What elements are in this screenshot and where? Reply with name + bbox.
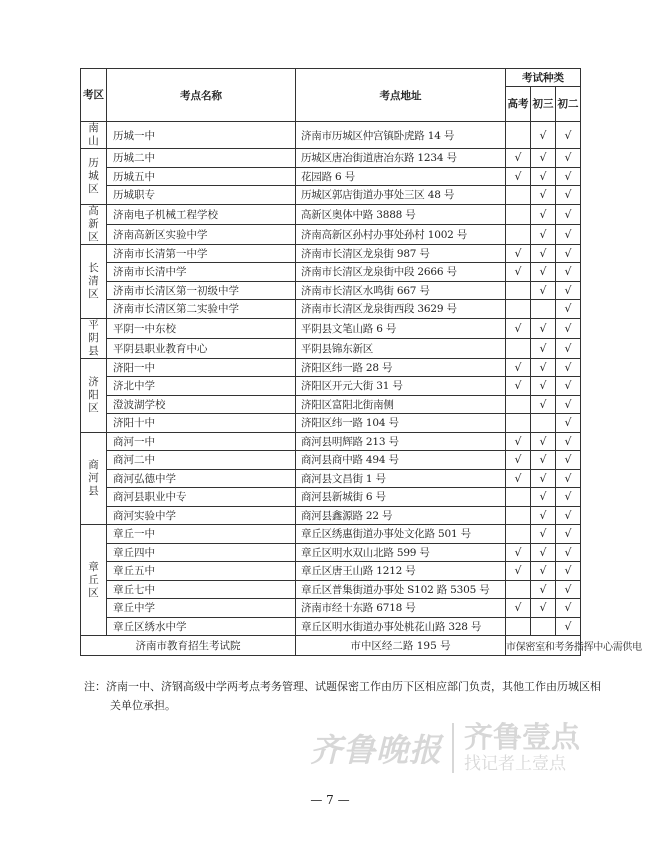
- district-label: 历城区: [88, 156, 99, 195]
- table-row: [81, 395, 581, 414]
- district-cell: [81, 204, 107, 244]
- table-row: [81, 122, 581, 149]
- watermark-slogan: 找记者上壹点: [464, 754, 567, 774]
- site-name: 章丘五中: [107, 562, 296, 581]
- site-address: 章丘区普集街道办事处 S102 路 5305 号: [296, 580, 506, 599]
- mark-grade9: [531, 300, 556, 319]
- site-address: 历城区郭店街道办事处三区 48 号: [296, 186, 506, 205]
- site-name: 商河县职业中专: [107, 488, 296, 507]
- site-address: 济南高新区孙村办事处孙村 1002 号: [296, 224, 506, 244]
- mark-gaokao: [506, 281, 531, 300]
- mark-grade8: √: [556, 525, 581, 544]
- district-cell: [81, 432, 107, 525]
- site-name: 历城五中: [107, 167, 296, 186]
- mark-gaokao: √: [506, 149, 531, 168]
- site-address: 商河县明辉路 213 号: [296, 432, 506, 451]
- site-address: 济阳区开元大街 31 号: [296, 377, 506, 396]
- mark-grade8: √: [556, 186, 581, 205]
- site-name: 章丘一中: [107, 525, 296, 544]
- watermark-brand: 齐鲁壹点: [464, 720, 581, 754]
- footer-address: 市中区经二路 195 号: [296, 636, 506, 656]
- site-name: 济南市长清第一中学: [107, 244, 296, 263]
- mark-grade9: √: [531, 358, 556, 377]
- mark-grade9: [531, 617, 556, 636]
- site-address: 章丘区明水街道办事处桃花山路 328 号: [296, 617, 506, 636]
- mark-gaokao: [506, 122, 531, 149]
- site-name: 济南高新区实验中学: [107, 224, 296, 244]
- mark-gaokao: [506, 580, 531, 599]
- table-row: [81, 562, 581, 581]
- site-address: 章丘区唐王山路 1212 号: [296, 562, 506, 581]
- district-cell: [81, 149, 107, 205]
- mark-grade8: √: [556, 469, 581, 488]
- mark-grade8: √: [556, 318, 581, 338]
- table-row: [81, 186, 581, 205]
- site-name: 平阴县职业教育中心: [107, 338, 296, 358]
- exam-site-table: [80, 68, 642, 656]
- header-district: 考区: [81, 69, 107, 122]
- district-label: 南山: [88, 122, 99, 147]
- mark-grade9: √: [531, 224, 556, 244]
- site-name: 章丘中学: [107, 599, 296, 618]
- table-footer-row: [81, 636, 581, 656]
- site-name: 商河实验中学: [107, 506, 296, 525]
- mark-grade8: √: [556, 149, 581, 168]
- mark-grade8: √: [556, 224, 581, 244]
- mark-gaokao: [506, 395, 531, 414]
- watermark-divider: [452, 723, 454, 773]
- table-row: [81, 358, 581, 377]
- mark-grade8: √: [556, 543, 581, 562]
- mark-grade8: √: [556, 281, 581, 300]
- mark-grade9: √: [531, 432, 556, 451]
- table-row: [81, 377, 581, 396]
- table-row: [81, 300, 581, 319]
- mark-grade8: √: [556, 432, 581, 451]
- mark-gaokao: [506, 617, 531, 636]
- mark-grade8: √: [556, 204, 581, 224]
- table-row: [81, 506, 581, 525]
- mark-gaokao: [506, 488, 531, 507]
- mark-grade9: √: [531, 263, 556, 282]
- table-row: [81, 580, 581, 599]
- table-row: [81, 617, 581, 636]
- table-row: [81, 244, 581, 263]
- mark-gaokao: √: [506, 377, 531, 396]
- footer-remark: 市保密室和考务指挥中心需供电: [506, 636, 581, 656]
- site-name: 济阳一中: [107, 358, 296, 377]
- mark-grade8: √: [556, 506, 581, 525]
- site-address: 济南市历城区仲宫镇卧虎路 14 号: [296, 122, 506, 149]
- site-name: 济北中学: [107, 377, 296, 396]
- table-row: [81, 149, 581, 168]
- district-label: 商河县: [88, 458, 99, 497]
- site-address: 济南市长清区龙泉街西段 3629 号: [296, 300, 506, 319]
- district-cell: [81, 358, 107, 432]
- mark-gaokao: [506, 414, 531, 433]
- site-name: 历城一中: [107, 122, 296, 149]
- mark-grade8: √: [556, 562, 581, 581]
- mark-gaokao: [506, 186, 531, 205]
- district-label: 高新区: [88, 204, 99, 243]
- site-name: 商河一中: [107, 432, 296, 451]
- site-name: 章丘七中: [107, 580, 296, 599]
- site-address: 商河县文昌街 1 号: [296, 469, 506, 488]
- table-row: [81, 263, 581, 282]
- site-name: 历城职专: [107, 186, 296, 205]
- table-row: [81, 224, 581, 244]
- site-address: 济南市长清区水鸣街 667 号: [296, 281, 506, 300]
- subheader-grade9: 初三: [531, 87, 556, 122]
- mark-grade8: √: [556, 451, 581, 470]
- site-name: 章丘区绣水中学: [107, 617, 296, 636]
- district-label: 长清区: [88, 261, 99, 300]
- table-row: [81, 488, 581, 507]
- mark-grade8: √: [556, 122, 581, 149]
- mark-grade9: √: [531, 506, 556, 525]
- header-site-address: 考点地址: [296, 69, 506, 122]
- table-row: [81, 525, 581, 544]
- mark-grade9: √: [531, 580, 556, 599]
- mark-grade9: √: [531, 469, 556, 488]
- district-cell: [81, 244, 107, 318]
- mark-grade9: √: [531, 204, 556, 224]
- site-name: 平阴一中东校: [107, 318, 296, 338]
- site-address: 商河县鑫源路 22 号: [296, 506, 506, 525]
- district-cell: [81, 318, 107, 358]
- site-name: 济南市长清中学: [107, 263, 296, 282]
- mark-grade8: √: [556, 244, 581, 263]
- site-address: 济南市经十东路 6718 号: [296, 599, 506, 618]
- subheader-grade8: 初二: [556, 87, 581, 122]
- mark-grade8: √: [556, 599, 581, 618]
- mark-grade9: √: [531, 186, 556, 205]
- district-cell: [81, 122, 107, 149]
- mark-gaokao: [506, 204, 531, 224]
- table-row: [81, 281, 581, 300]
- table-row: [81, 204, 581, 224]
- mark-grade9: √: [531, 318, 556, 338]
- site-name: 澄波湖学校: [107, 395, 296, 414]
- mark-grade9: √: [531, 149, 556, 168]
- mark-grade8: √: [556, 167, 581, 186]
- mark-grade8: √: [556, 395, 581, 414]
- district-cell: [81, 525, 107, 636]
- mark-grade9: √: [531, 562, 556, 581]
- site-name: 济南市长清区第二实验中学: [107, 300, 296, 319]
- site-address: 济阳区纬一路 104 号: [296, 414, 506, 433]
- mark-gaokao: √: [506, 432, 531, 451]
- table-row: [81, 414, 581, 433]
- mark-grade9: √: [531, 451, 556, 470]
- table-note: 注：济南一中、济钢高级中学两考点考务管理、试题保密工作由历下区相应部门负责，其他工作由历城区相关单位承担。: [84, 680, 601, 712]
- site-address: 济阳区富阳北街南侧: [296, 395, 506, 414]
- mark-grade9: √: [531, 525, 556, 544]
- mark-gaokao: √: [506, 451, 531, 470]
- table-row: [81, 599, 581, 618]
- page-number: — 7 —: [310, 793, 350, 807]
- mark-grade9: √: [531, 599, 556, 618]
- mark-gaokao: √: [506, 167, 531, 186]
- mark-gaokao: [506, 506, 531, 525]
- site-address: 商河县商中路 494 号: [296, 451, 506, 470]
- site-name: 章丘四中: [107, 543, 296, 562]
- site-name: 历城二中: [107, 149, 296, 168]
- header-site-name: 考点名称: [107, 69, 296, 122]
- subheader-gaokao: 高考: [506, 87, 531, 122]
- watermark: [310, 718, 580, 778]
- site-name: 济南市长清区第一初级中学: [107, 281, 296, 300]
- mark-grade9: √: [531, 167, 556, 186]
- mark-grade9: √: [531, 281, 556, 300]
- district-label: 章丘区: [88, 560, 99, 599]
- mark-grade8: √: [556, 338, 581, 358]
- site-address: 济南市长清区龙泉街中段 2666 号: [296, 263, 506, 282]
- header-exam-types: 考试种类: [506, 69, 581, 87]
- mark-grade9: √: [531, 244, 556, 263]
- mark-grade8: √: [556, 488, 581, 507]
- table-row: [81, 451, 581, 470]
- footer-org: 济南市教育招生考试院: [81, 636, 296, 656]
- mark-gaokao: √: [506, 469, 531, 488]
- mark-grade8: √: [556, 300, 581, 319]
- site-address: 平阴县文笔山路 6 号: [296, 318, 506, 338]
- mark-grade8: √: [556, 414, 581, 433]
- site-address: 章丘区绣惠街道办事处文化路 501 号: [296, 525, 506, 544]
- site-address: 平阴县锦东新区: [296, 338, 506, 358]
- mark-grade9: √: [531, 395, 556, 414]
- mark-gaokao: [506, 224, 531, 244]
- district-label: 平阴县: [88, 318, 99, 357]
- site-address: 历城区唐冶街道唐冶东路 1234 号: [296, 149, 506, 168]
- mark-gaokao: √: [506, 562, 531, 581]
- table-body: [81, 122, 581, 636]
- mark-gaokao: √: [506, 358, 531, 377]
- mark-grade8: √: [556, 580, 581, 599]
- mark-gaokao: [506, 525, 531, 544]
- watermark-calligraphy: 齐鲁晚报: [310, 731, 443, 769]
- mark-grade9: √: [531, 377, 556, 396]
- mark-gaokao: [506, 338, 531, 358]
- site-address: 花园路 6 号: [296, 167, 506, 186]
- site-address: 商河县新城街 6 号: [296, 488, 506, 507]
- table-row: [81, 318, 581, 338]
- mark-grade9: √: [531, 122, 556, 149]
- district-label: 济阳区: [88, 375, 99, 414]
- table-row: [81, 543, 581, 562]
- site-address: 高新区奥体中路 3888 号: [296, 204, 506, 224]
- site-address: 济南市长清区龙泉街 987 号: [296, 244, 506, 263]
- table-row: [81, 338, 581, 358]
- site-address: 济阳区纬一路 28 号: [296, 358, 506, 377]
- mark-gaokao: √: [506, 318, 531, 338]
- mark-gaokao: √: [506, 543, 531, 562]
- mark-grade8: √: [556, 358, 581, 377]
- mark-grade8: √: [556, 377, 581, 396]
- table-row: [81, 167, 581, 186]
- mark-gaokao: √: [506, 263, 531, 282]
- mark-grade8: √: [556, 263, 581, 282]
- mark-gaokao: [506, 300, 531, 319]
- site-name: 济阳十中: [107, 414, 296, 433]
- site-name: 商河弘德中学: [107, 469, 296, 488]
- table-row: [81, 432, 581, 451]
- mark-grade9: √: [531, 488, 556, 507]
- mark-gaokao: √: [506, 244, 531, 263]
- mark-grade9: √: [531, 338, 556, 358]
- mark-grade9: √: [531, 543, 556, 562]
- table-row: [81, 469, 581, 488]
- site-name: 济南电子机械工程学校: [107, 204, 296, 224]
- mark-gaokao: √: [506, 599, 531, 618]
- mark-grade9: [531, 414, 556, 433]
- site-address: 章丘区明水双山北路 599 号: [296, 543, 506, 562]
- site-name: 商河二中: [107, 451, 296, 470]
- mark-grade8: √: [556, 617, 581, 636]
